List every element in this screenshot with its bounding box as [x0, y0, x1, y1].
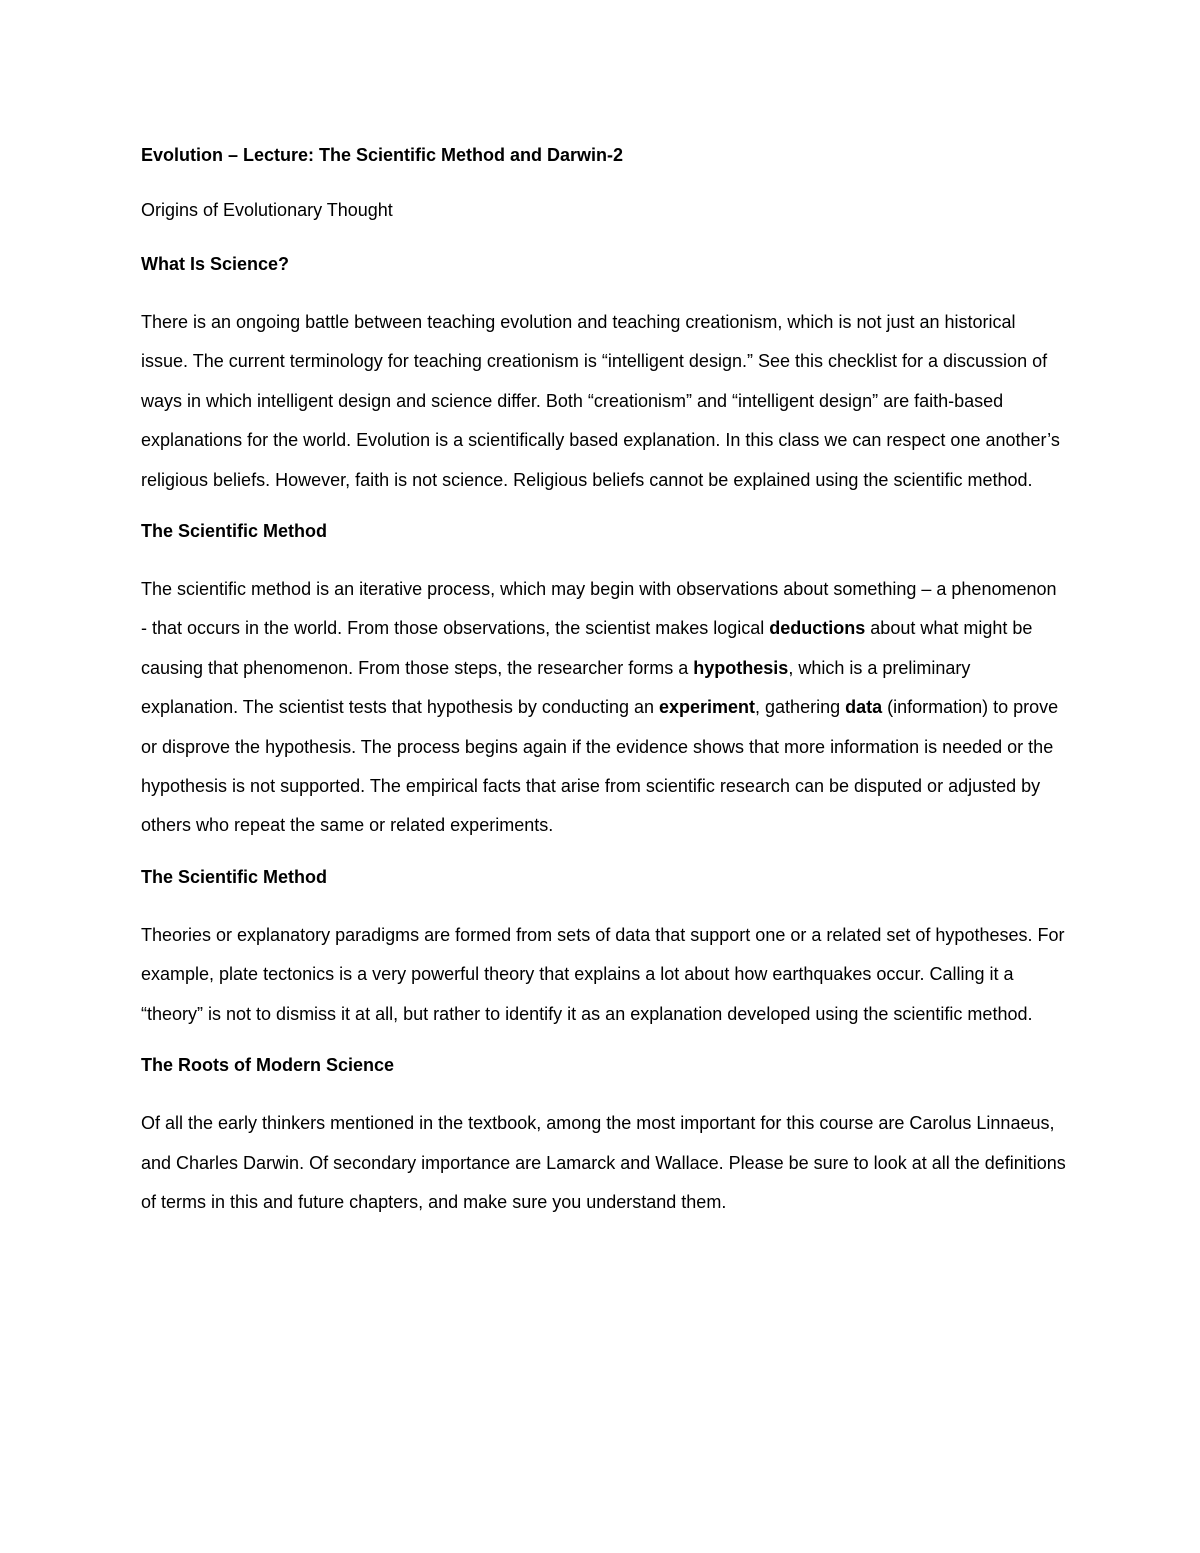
section-paragraph-what-is-science: There is an ongoing battle between teaching evolution and teaching creationism, which is not just an historical issue. The current terminology for teaching creationism is “intelligent design.” See this checklist for a discussion of ways in which intelligent design and science differ. Both “creationism” and “intelligent design” are faith-based explanations for the world. Evolution is a scientifically based explanation. In this class we can respect one another’s religious beliefs. However, faith is not science. Religious beliefs cannot be explained using the scientific method. [141, 312, 1060, 490]
section-heading-scientific-method-1: The Scientific Method [141, 521, 328, 542]
section-heading-scientific-method-2: The Scientific Method [141, 866, 328, 887]
paragraph-text: The scientific method is an iterative process, which may begin with observations about something – a phenomenon - that occurs in the world. From those observations, the scientist makes logical [141, 579, 1057, 639]
section-paragraph-scientific-method-1 [141, 570, 1066, 846]
paragraph-text: , gathering [755, 697, 846, 718]
section-paragraph-roots-of-modern-science: Of all the early thinkers mentioned in the textbook, among the most important for this course are Carolus Linnaeus, and Charles Darwin. Of secondary importance are Lamarck and Wallace. Please be sure to look at all the definitions of terms in this and future chapters, and make sure you understand them. [141, 1113, 1066, 1212]
section-heading-roots-of-modern-science: The Roots of Modern Science [141, 1055, 395, 1076]
term-hypothesis: hypothesis [693, 657, 789, 678]
paragraph-text: about what might be causing that phenomenon. From those steps, the researcher forms a [141, 618, 1033, 678]
paragraph-text: (information) to prove or disprove the hypothesis. The process begins again if the evidence shows that more information is needed or the hypothesis is not supported. The empirical facts that arise from scientific research can be disputed or adjusted by others who repeat the same or related experiments. [141, 697, 1059, 836]
paragraph-text: , which is a preliminary explanation. The scientist tests that hypothesis by conducting an [141, 657, 971, 718]
document-subtitle: Origins of Evolutionary Thought [141, 200, 393, 220]
term-experiment: experiment [658, 697, 756, 718]
document-title: Evolution – Lecture: The Scientific Method and Darwin-2 [141, 145, 624, 165]
section-heading-what-is-science: What Is Science? [141, 254, 290, 274]
term-data: data [845, 697, 883, 718]
section-paragraph-scientific-method-2: Theories or explanatory paradigms are formed from sets of data that support one or a related set of hypotheses. For example, plate tectonics is a very powerful theory that explains a lot about how earthquakes occur. Calling it a “theory” is not to dismiss it at all, but rather to identify it as an explanation developed using the scientific method. [141, 924, 1065, 1024]
document-page [141, 139, 1066, 1237]
term-deductions: deductions [769, 618, 866, 639]
